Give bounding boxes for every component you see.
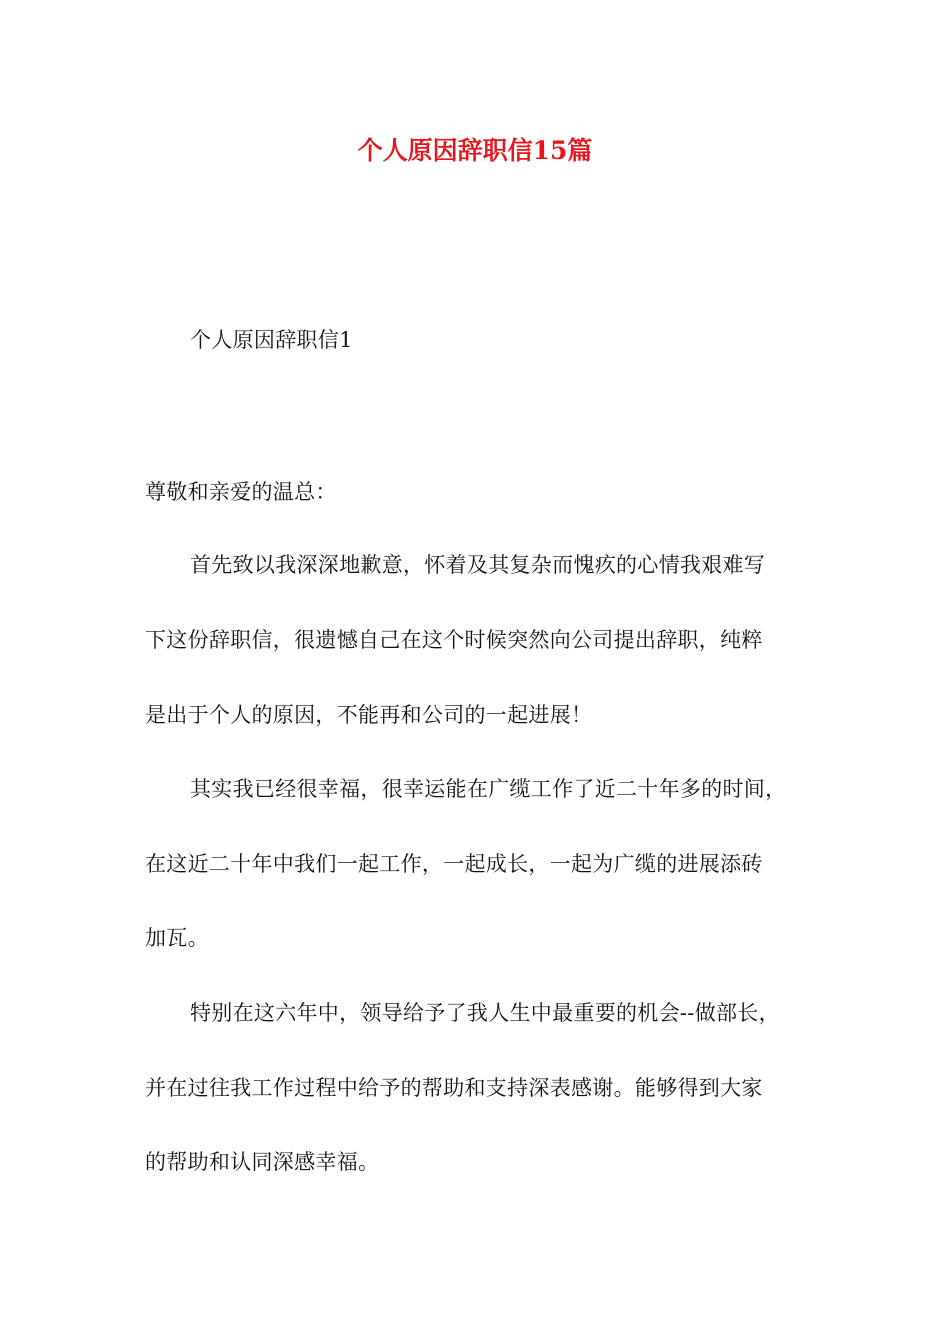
paragraph-line: 其实我已经很幸福，很幸运能在广缆工作了近二十年多的时间，: [190, 777, 787, 801]
paragraph-line: 是出于个人的原因，不能再和公司的一起进展！: [145, 703, 593, 727]
paragraph-line: 在这近二十年中我们一起工作，一起成长，一起为广缆的进展添砖: [145, 852, 763, 876]
salutation: 尊敬和亲爱的温总：: [145, 480, 337, 504]
paragraph-line: 下这份辞职信，很遗憾自己在这个时候突然向公司提出辞职，纯粹: [145, 628, 763, 652]
paragraph-line: 并在过往我工作过程中给予的帮助和支持深表感谢。能够得到大家: [145, 1076, 763, 1100]
paragraph-line: 加瓦。: [145, 926, 209, 950]
paragraph-line: 首先致以我深深地歉意，怀着及其复杂而愧疚的心情我艰难写: [190, 553, 766, 577]
letter-heading: 个人原因辞职信1: [190, 328, 353, 352]
paragraph-line: 的帮助和认同深感幸福。: [145, 1150, 380, 1174]
paragraph-line: 特别在这六年中，领导给予了我人生中最重要的机会--做部长，: [190, 1001, 780, 1025]
document-title: 个人原因辞职信15篇: [357, 136, 593, 165]
